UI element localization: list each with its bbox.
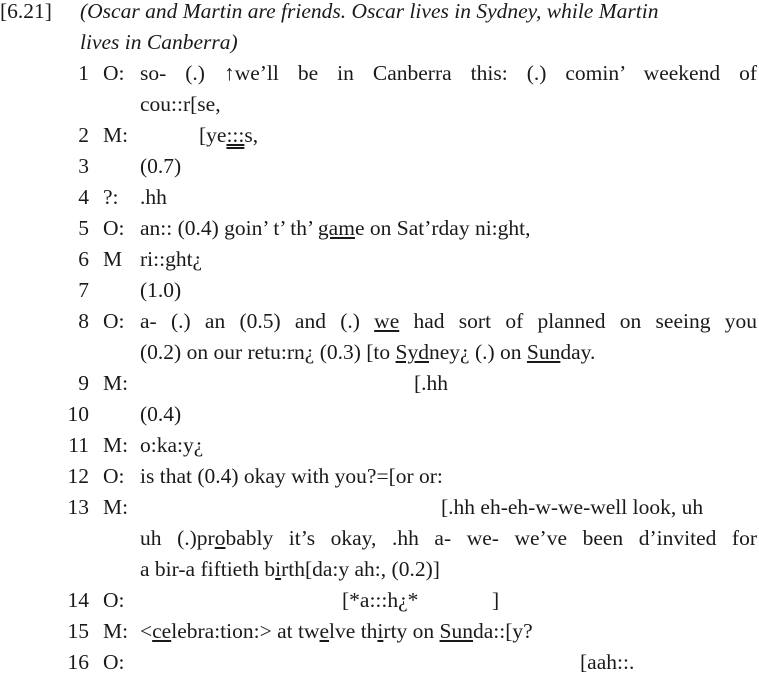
transcript-line-15 bbox=[0, 619, 759, 650]
emphasis-segment: Sun bbox=[439, 619, 474, 643]
utterance bbox=[199, 123, 258, 148]
text-segment: lebra:tion:> at tw bbox=[171, 619, 320, 643]
utterance: so- (.) ↑we’ll be in Canberra this: (.) comin’ weekend of bbox=[140, 61, 757, 85]
utterance bbox=[140, 216, 531, 241]
overlap-end-bracket: ] bbox=[492, 588, 500, 612]
line-number: 16 bbox=[67, 650, 89, 674]
line-number: 8 bbox=[78, 309, 89, 333]
transcript-line-13 bbox=[0, 495, 759, 526]
line-number: 2 bbox=[78, 123, 89, 147]
utterance: .hh bbox=[140, 185, 167, 209]
line-number: 13 bbox=[67, 495, 89, 519]
line-number: 1 bbox=[78, 61, 89, 85]
text-segment: a bir-a fiftieth b bbox=[140, 557, 276, 581]
pause: (0.7) bbox=[140, 154, 182, 178]
utterance: [.hh eh-eh-w-we-well look, uh bbox=[441, 495, 704, 519]
transcript-line-8 bbox=[0, 309, 759, 340]
line-number: 3 bbox=[78, 154, 89, 178]
utterance: [aah::. bbox=[580, 650, 635, 674]
speaker: O: bbox=[103, 464, 125, 488]
utterance bbox=[140, 619, 533, 644]
utterance bbox=[140, 557, 440, 582]
transcript-line-16 bbox=[0, 650, 759, 681]
speaker: O: bbox=[103, 588, 125, 612]
transcript-line-5 bbox=[0, 216, 759, 247]
text-segment: day. bbox=[560, 340, 596, 364]
utterance: ri::ght¿ bbox=[140, 247, 203, 271]
emphasis-segment: Sun bbox=[526, 340, 561, 364]
speaker: M: bbox=[103, 371, 129, 395]
transcript-line-10 bbox=[0, 402, 759, 433]
text-segment: an:: (0.4) goin’ t’ th’ bbox=[140, 216, 318, 240]
speaker: M: bbox=[103, 123, 129, 147]
emphasis-segment: i bbox=[275, 557, 282, 581]
line-number: 10 bbox=[67, 402, 89, 426]
context-note-line-2: lives in Canberra) bbox=[80, 30, 238, 54]
emphasis-segment: Syd bbox=[395, 340, 430, 364]
transcript-line-6 bbox=[0, 247, 759, 278]
context-note-line-1: (Oscar and Martin are friends. Oscar lives in Sydney, while Martin bbox=[80, 0, 659, 23]
utterance bbox=[140, 340, 595, 365]
transcript-line-2 bbox=[0, 123, 759, 154]
speaker: M: bbox=[103, 495, 129, 519]
text-segment: da::[y? bbox=[473, 619, 533, 643]
transcript-line-7 bbox=[0, 278, 759, 309]
transcript-line-3 bbox=[0, 154, 759, 185]
example-label: [6.21] bbox=[0, 0, 52, 23]
transcript-line-13-cont-1 bbox=[0, 526, 759, 557]
line-number: 14 bbox=[67, 588, 89, 612]
transcript-line-11 bbox=[0, 433, 759, 464]
text-segment: [ye bbox=[199, 123, 227, 147]
line-number: 15 bbox=[67, 619, 89, 643]
transcript-line-9 bbox=[0, 371, 759, 402]
text-segment: a- (.) an (0.5) and (.) bbox=[140, 309, 375, 333]
text-segment: ney¿ (.) on bbox=[429, 340, 527, 364]
emphasis-segment: ::: bbox=[226, 123, 245, 147]
speaker: O: bbox=[103, 650, 125, 674]
transcript-line-1 bbox=[0, 61, 759, 92]
utterance bbox=[140, 309, 757, 334]
emphasis-segment: ce bbox=[152, 619, 172, 643]
line-number: 12 bbox=[67, 464, 89, 488]
speaker: M: bbox=[103, 433, 129, 457]
utterance: is that (0.4) okay with you?=[or or: bbox=[140, 464, 443, 488]
speaker: ?: bbox=[103, 185, 119, 209]
line-number: 9 bbox=[78, 371, 89, 395]
text-segment: bably it’s okay, .hh a- we- we’ve been d’invited for bbox=[225, 526, 758, 550]
text-segment: had sort of planned on seeing you bbox=[399, 309, 757, 333]
pause: (1.0) bbox=[140, 278, 182, 302]
line-number: 11 bbox=[68, 433, 89, 457]
transcript-line-14 bbox=[0, 588, 759, 619]
utterance bbox=[140, 526, 757, 551]
transcript-line-1-cont bbox=[0, 92, 759, 123]
text-segment: lve th bbox=[329, 619, 378, 643]
speaker: O: bbox=[103, 309, 125, 333]
text-segment: s, bbox=[244, 123, 259, 147]
line-number: 5 bbox=[78, 216, 89, 240]
utterance: [.hh bbox=[414, 371, 449, 395]
text-segment: rty on bbox=[383, 619, 440, 643]
transcript-line-12 bbox=[0, 464, 759, 495]
text-segment: e on Sat’rday ni:ght, bbox=[354, 216, 531, 240]
emphasis-segment: i bbox=[377, 619, 384, 643]
utterance: cou::r[se, bbox=[140, 92, 221, 116]
text-segment: < bbox=[140, 619, 153, 643]
emphasis-segment: we bbox=[374, 309, 400, 333]
transcript-line-8-cont bbox=[0, 340, 759, 371]
line-number: 4 bbox=[78, 185, 89, 209]
text-segment: uh (.)pr bbox=[140, 526, 215, 550]
line-number: 7 bbox=[78, 278, 89, 302]
text-segment: (0.2) on our retu:rn¿ (0.3) [to bbox=[140, 340, 396, 364]
text-segment: rth[da:y ah:, (0.2)] bbox=[281, 557, 440, 581]
speaker: O: bbox=[103, 216, 125, 240]
speaker: O: bbox=[103, 61, 125, 85]
emphasis-segment: o bbox=[214, 526, 226, 550]
emphasis-segment: e bbox=[319, 619, 330, 643]
utterance: o:ka:y¿ bbox=[140, 433, 204, 457]
pause: (0.4) bbox=[140, 402, 182, 426]
transcript-line-4 bbox=[0, 185, 759, 216]
line-number: 6 bbox=[78, 247, 89, 271]
speaker: M bbox=[103, 247, 123, 271]
utterance: [*a:::h¿* bbox=[342, 588, 419, 612]
emphasis-segment: gam bbox=[317, 216, 355, 240]
speaker: M: bbox=[103, 619, 129, 643]
transcript-line-13-cont-2 bbox=[0, 557, 759, 588]
